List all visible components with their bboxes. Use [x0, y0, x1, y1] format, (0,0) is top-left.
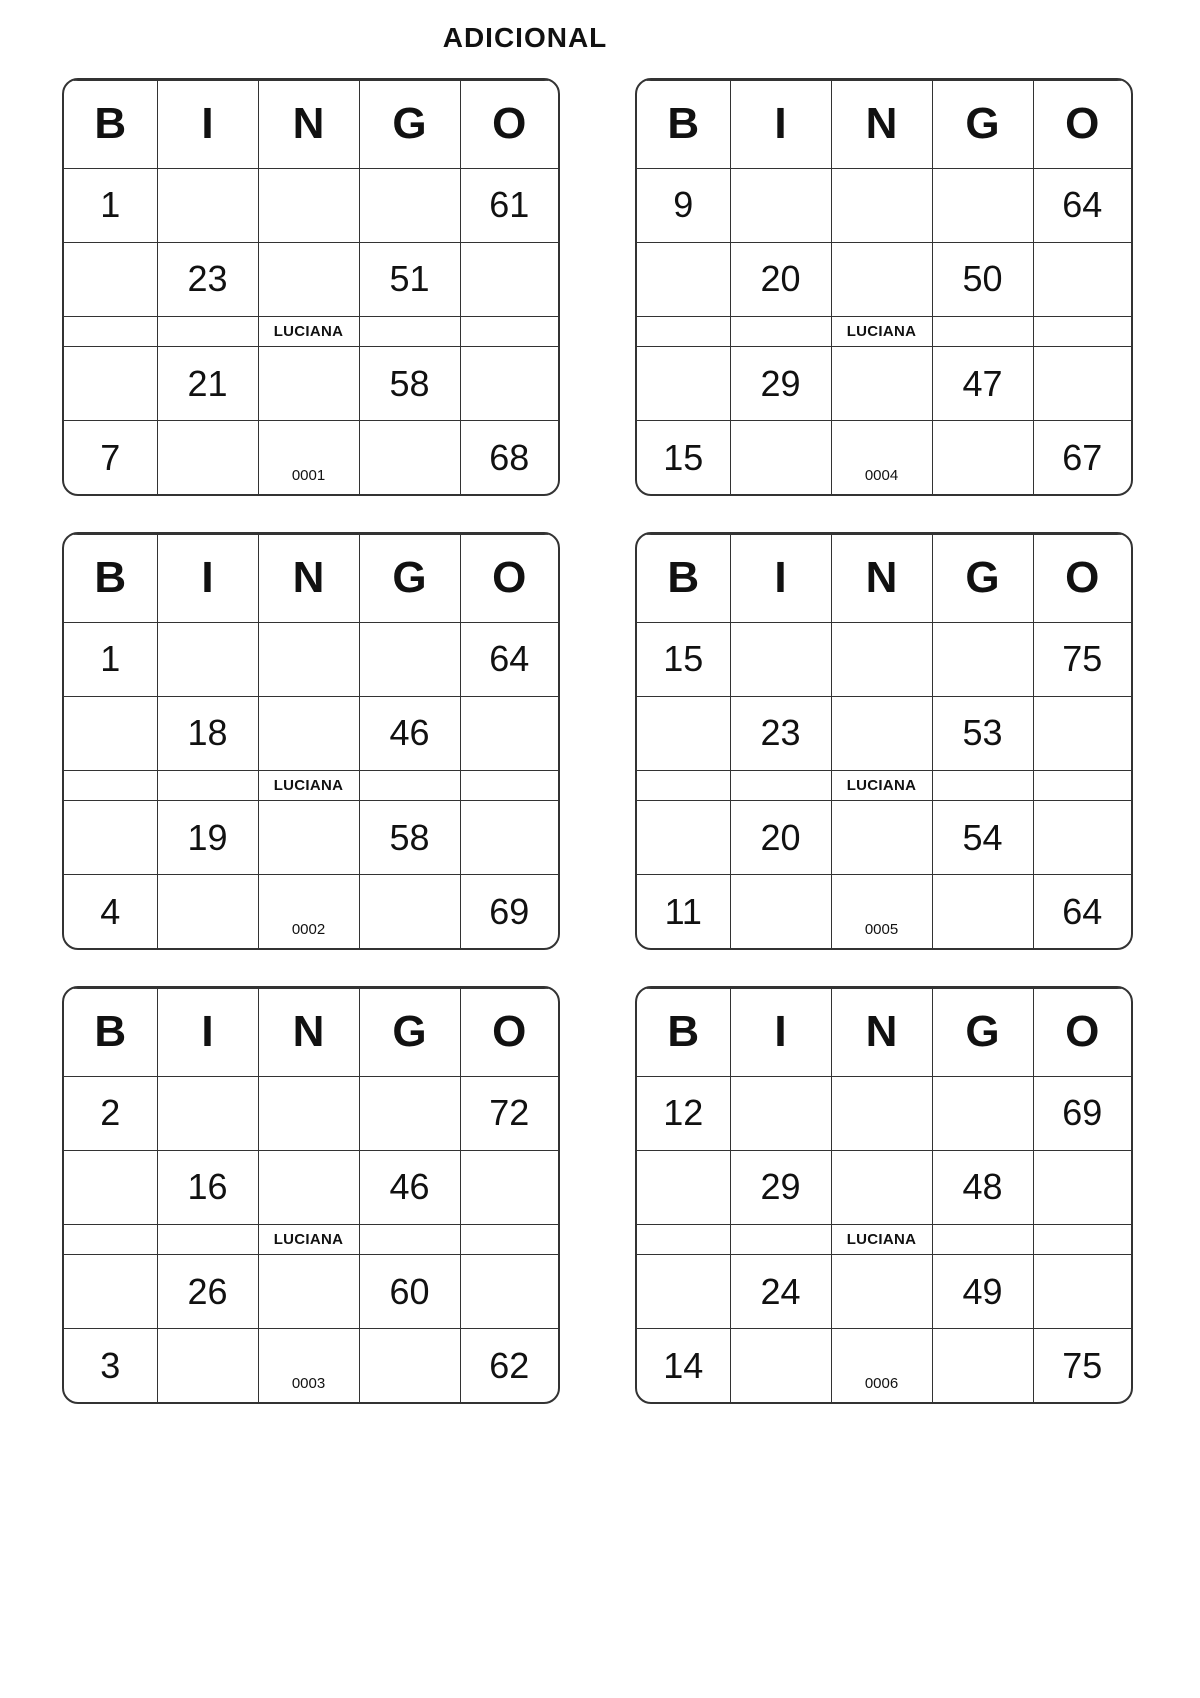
bingo-header-row	[64, 535, 558, 623]
bingo-number-cell	[1033, 1150, 1131, 1224]
bingo-number-cell: 26	[157, 1255, 258, 1329]
bingo-number-cell: 67	[1033, 421, 1131, 494]
bingo-header-letter: G	[932, 989, 1033, 1077]
bingo-row	[637, 801, 1131, 875]
bingo-row	[64, 242, 558, 316]
bingo-number-cell: 18	[157, 696, 258, 770]
bingo-number-cell	[258, 1150, 359, 1224]
bingo-header-row	[637, 989, 1131, 1077]
bingo-number-cell	[64, 1224, 157, 1255]
bingo-number-cell: 64	[460, 622, 558, 696]
card-serial-number: 0004	[831, 421, 932, 494]
bingo-number-cell	[157, 168, 258, 242]
bingo-number-cell: 15	[637, 421, 730, 494]
bingo-number-cell	[460, 770, 558, 801]
bingo-card	[635, 532, 1133, 950]
bingo-number-cell: 2	[64, 1076, 157, 1150]
bingo-number-cell	[359, 316, 460, 347]
bingo-number-cell: 60	[359, 1255, 460, 1329]
bingo-number-cell	[831, 1076, 932, 1150]
bingo-number-cell	[460, 316, 558, 347]
bingo-number-cell: 21	[157, 347, 258, 421]
bingo-header-letter: I	[730, 81, 831, 169]
bingo-header-letter: N	[831, 535, 932, 623]
bingo-number-cell	[157, 875, 258, 948]
bingo-number-cell	[359, 622, 460, 696]
bingo-number-cell	[1033, 316, 1131, 347]
card-serial-number: 0003	[258, 1329, 359, 1402]
card-center-name: LUCIANA	[258, 1224, 359, 1255]
bingo-row	[637, 622, 1131, 696]
bingo-card	[635, 78, 1133, 496]
bingo-number-cell	[1033, 801, 1131, 875]
bingo-grid	[637, 988, 1131, 1402]
bingo-row	[64, 622, 558, 696]
bingo-card	[62, 78, 560, 496]
bingo-number-cell	[460, 1150, 558, 1224]
bingo-row	[637, 1224, 1131, 1255]
bingo-header-letter: N	[258, 989, 359, 1077]
bingo-number-cell	[258, 1255, 359, 1329]
bingo-number-cell	[831, 696, 932, 770]
bingo-number-cell	[831, 801, 932, 875]
bingo-header-letter: O	[460, 81, 558, 169]
bingo-header-letter: N	[831, 81, 932, 169]
bingo-number-cell: 46	[359, 1150, 460, 1224]
bingo-number-cell: 29	[730, 1150, 831, 1224]
bingo-card	[635, 986, 1133, 1404]
bingo-number-cell	[831, 1255, 932, 1329]
bingo-row	[64, 1224, 558, 1255]
bingo-row	[637, 347, 1131, 421]
bingo-number-cell: 47	[932, 347, 1033, 421]
bingo-number-cell	[64, 770, 157, 801]
bingo-grid	[637, 534, 1131, 948]
bingo-number-cell	[460, 696, 558, 770]
bingo-number-cell	[1033, 696, 1131, 770]
bingo-header-letter: I	[730, 989, 831, 1077]
bingo-card	[62, 986, 560, 1404]
bingo-row	[637, 421, 1131, 494]
bingo-header-row	[637, 535, 1131, 623]
bingo-header-letter: B	[637, 535, 730, 623]
card-center-name: LUCIANA	[831, 316, 932, 347]
bingo-number-cell: 75	[1033, 622, 1131, 696]
bingo-number-cell: 75	[1033, 1329, 1131, 1402]
bingo-number-cell	[831, 242, 932, 316]
bingo-number-cell	[258, 347, 359, 421]
bingo-number-cell: 23	[730, 696, 831, 770]
bingo-row	[64, 1329, 558, 1402]
bingo-header-letter: I	[730, 535, 831, 623]
bingo-header-letter: N	[258, 81, 359, 169]
bingo-header-letter: N	[258, 535, 359, 623]
bingo-row	[64, 770, 558, 801]
bingo-number-cell	[730, 875, 831, 948]
bingo-header-letter: B	[64, 989, 157, 1077]
bingo-number-cell	[1033, 1224, 1131, 1255]
bingo-number-cell: 48	[932, 1150, 1033, 1224]
bingo-row	[64, 696, 558, 770]
card-center-name: LUCIANA	[831, 770, 932, 801]
bingo-number-cell	[637, 770, 730, 801]
bingo-number-cell	[730, 1076, 831, 1150]
card-serial-number: 0001	[258, 421, 359, 494]
bingo-number-cell	[831, 622, 932, 696]
card-serial-number: 0002	[258, 875, 359, 948]
bingo-header-letter: G	[359, 989, 460, 1077]
bingo-number-cell: 24	[730, 1255, 831, 1329]
bingo-row	[64, 1255, 558, 1329]
bingo-number-cell	[730, 1224, 831, 1255]
bingo-number-cell	[64, 1150, 157, 1224]
bingo-row	[637, 1150, 1131, 1224]
bingo-number-cell: 58	[359, 801, 460, 875]
bingo-number-cell	[359, 1329, 460, 1402]
bingo-number-cell	[460, 1255, 558, 1329]
bingo-number-cell	[64, 1255, 157, 1329]
bingo-header-letter: O	[1033, 989, 1131, 1077]
bingo-row	[637, 316, 1131, 347]
bingo-number-cell	[932, 875, 1033, 948]
bingo-row	[64, 875, 558, 948]
bingo-number-cell: 61	[460, 168, 558, 242]
bingo-number-cell	[157, 421, 258, 494]
page-title: ADICIONAL	[442, 22, 608, 53]
bingo-number-cell	[932, 1224, 1033, 1255]
bingo-number-cell: 53	[932, 696, 1033, 770]
bingo-header-letter: O	[460, 535, 558, 623]
bingo-header-letter: B	[64, 535, 157, 623]
bingo-number-cell	[258, 622, 359, 696]
bingo-number-cell	[258, 242, 359, 316]
bingo-number-cell: 1	[64, 622, 157, 696]
bingo-number-cell: 46	[359, 696, 460, 770]
bingo-number-cell: 4	[64, 875, 157, 948]
bingo-row	[637, 696, 1131, 770]
bingo-header-letter: O	[1033, 81, 1131, 169]
bingo-number-cell	[258, 801, 359, 875]
bingo-number-cell	[730, 421, 831, 494]
bingo-header-letter: O	[1033, 535, 1131, 623]
bingo-header-row	[64, 989, 558, 1077]
bingo-grid	[64, 534, 558, 948]
bingo-row	[64, 316, 558, 347]
bingo-number-cell	[64, 696, 157, 770]
bingo-number-cell	[258, 168, 359, 242]
bingo-number-cell	[932, 316, 1033, 347]
bingo-header-letter: G	[932, 535, 1033, 623]
bingo-header-letter: B	[637, 81, 730, 169]
bingo-number-cell	[359, 1224, 460, 1255]
bingo-number-cell: 51	[359, 242, 460, 316]
bingo-number-cell: 54	[932, 801, 1033, 875]
bingo-number-cell: 69	[460, 875, 558, 948]
bingo-number-cell	[932, 622, 1033, 696]
card-center-name: LUCIANA	[831, 1224, 932, 1255]
bingo-grid	[64, 80, 558, 494]
bingo-number-cell	[730, 1329, 831, 1402]
bingo-number-cell	[1033, 1255, 1131, 1329]
bingo-number-cell	[932, 168, 1033, 242]
bingo-header-letter: B	[64, 81, 157, 169]
bingo-number-cell: 12	[637, 1076, 730, 1150]
bingo-number-cell: 62	[460, 1329, 558, 1402]
bingo-number-cell	[157, 316, 258, 347]
bingo-number-cell	[932, 1076, 1033, 1150]
bingo-number-cell: 9	[637, 168, 730, 242]
bingo-header-letter: B	[637, 989, 730, 1077]
bingo-number-cell: 49	[932, 1255, 1033, 1329]
bingo-number-cell: 64	[1033, 168, 1131, 242]
bingo-number-cell: 72	[460, 1076, 558, 1150]
bingo-number-cell	[730, 622, 831, 696]
bingo-number-cell: 7	[64, 421, 157, 494]
bingo-number-cell	[460, 242, 558, 316]
bingo-number-cell: 14	[637, 1329, 730, 1402]
bingo-number-cell: 29	[730, 347, 831, 421]
bingo-number-cell	[157, 622, 258, 696]
bingo-header-row	[64, 81, 558, 169]
bingo-number-cell: 23	[157, 242, 258, 316]
bingo-number-cell: 15	[637, 622, 730, 696]
bingo-row	[64, 1076, 558, 1150]
bingo-number-cell	[359, 875, 460, 948]
bingo-number-cell	[157, 770, 258, 801]
bingo-row	[64, 1150, 558, 1224]
card-center-name: LUCIANA	[258, 316, 359, 347]
bingo-row	[637, 1255, 1131, 1329]
bingo-number-cell	[637, 1150, 730, 1224]
bingo-row	[64, 801, 558, 875]
bingo-number-cell	[258, 1076, 359, 1150]
bingo-number-cell	[157, 1329, 258, 1402]
card-serial-number: 0005	[831, 875, 932, 948]
bingo-number-cell	[730, 316, 831, 347]
bingo-header-letter: G	[359, 535, 460, 623]
bingo-number-cell	[64, 242, 157, 316]
bingo-number-cell	[831, 347, 932, 421]
bingo-card	[62, 532, 560, 950]
card-serial-number: 0006	[831, 1329, 932, 1402]
card-center-name: LUCIANA	[258, 770, 359, 801]
bingo-number-cell	[637, 1255, 730, 1329]
bingo-row	[64, 421, 558, 494]
bingo-number-cell	[1033, 347, 1131, 421]
bingo-row	[637, 168, 1131, 242]
bingo-row	[637, 875, 1131, 948]
bingo-number-cell	[637, 696, 730, 770]
bingo-number-cell	[637, 347, 730, 421]
bingo-row	[64, 347, 558, 421]
bingo-number-cell	[831, 168, 932, 242]
bingo-number-cell	[359, 770, 460, 801]
bingo-row	[637, 770, 1131, 801]
bingo-header-letter: I	[157, 989, 258, 1077]
bingo-number-cell	[359, 168, 460, 242]
bingo-number-cell	[1033, 770, 1131, 801]
bingo-header-letter: G	[359, 81, 460, 169]
bingo-number-cell	[637, 316, 730, 347]
bingo-header-row	[637, 81, 1131, 169]
bingo-header-letter: G	[932, 81, 1033, 169]
bingo-number-cell: 1	[64, 168, 157, 242]
bingo-number-cell	[258, 696, 359, 770]
bingo-number-cell	[932, 421, 1033, 494]
bingo-header-letter: O	[460, 989, 558, 1077]
bingo-number-cell	[460, 801, 558, 875]
bingo-number-cell	[730, 168, 831, 242]
bingo-number-cell: 20	[730, 242, 831, 316]
bingo-number-cell: 20	[730, 801, 831, 875]
bingo-number-cell	[637, 242, 730, 316]
bingo-number-cell: 19	[157, 801, 258, 875]
bingo-row	[637, 1329, 1131, 1402]
bingo-number-cell	[730, 770, 831, 801]
bingo-number-cell: 11	[637, 875, 730, 948]
bingo-header-letter: N	[831, 989, 932, 1077]
bingo-number-cell	[64, 347, 157, 421]
bingo-header-letter: I	[157, 535, 258, 623]
bingo-number-cell	[64, 316, 157, 347]
bingo-number-cell	[831, 1150, 932, 1224]
bingo-number-cell: 50	[932, 242, 1033, 316]
bingo-row	[637, 1076, 1131, 1150]
bingo-number-cell	[932, 770, 1033, 801]
bingo-number-cell	[359, 1076, 460, 1150]
bingo-number-cell: 68	[460, 421, 558, 494]
bingo-number-cell	[64, 801, 157, 875]
bingo-number-cell	[157, 1224, 258, 1255]
bingo-number-cell: 64	[1033, 875, 1131, 948]
bingo-header-letter: I	[157, 81, 258, 169]
bingo-number-cell: 3	[64, 1329, 157, 1402]
bingo-number-cell	[460, 1224, 558, 1255]
bingo-number-cell	[157, 1076, 258, 1150]
bingo-number-cell	[359, 421, 460, 494]
bingo-row	[64, 168, 558, 242]
bingo-row	[637, 242, 1131, 316]
bingo-number-cell: 58	[359, 347, 460, 421]
bingo-number-cell	[932, 1329, 1033, 1402]
bingo-number-cell: 69	[1033, 1076, 1131, 1150]
bingo-grid	[637, 80, 1131, 494]
bingo-number-cell	[460, 347, 558, 421]
bingo-number-cell: 16	[157, 1150, 258, 1224]
bingo-number-cell	[1033, 242, 1131, 316]
bingo-grid	[64, 988, 558, 1402]
bingo-number-cell	[637, 801, 730, 875]
bingo-number-cell	[637, 1224, 730, 1255]
